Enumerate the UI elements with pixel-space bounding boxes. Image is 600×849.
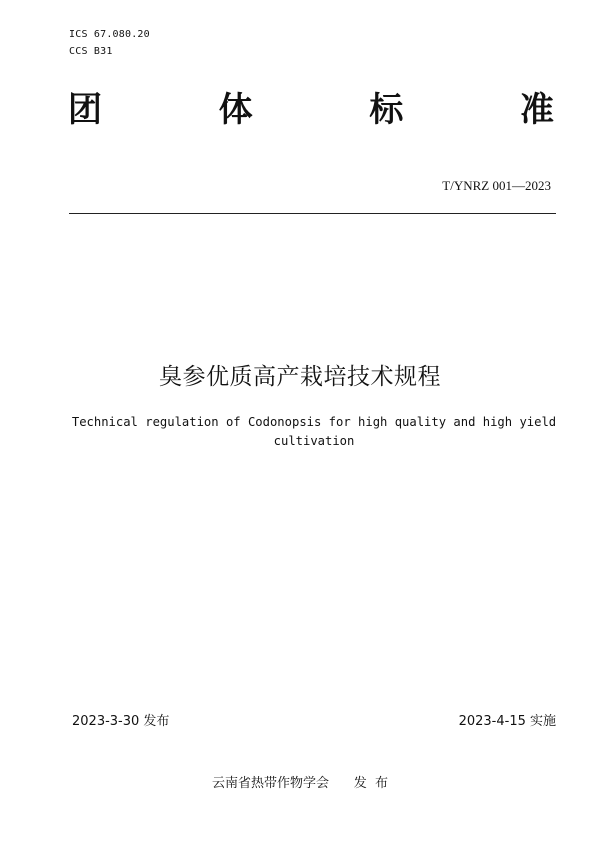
ics-code: ICS 67.080.20 [69, 29, 150, 40]
standard-number: T/YNRZ 001—2023 [442, 178, 551, 193]
standard-type-char: 准 [519, 90, 554, 130]
standard-type-char: 体 [218, 90, 253, 130]
implementation-date: 2023-4-15 实施 [458, 714, 556, 729]
standard-type-heading [68, 88, 554, 132]
standard-type-char: 标 [369, 90, 404, 130]
english-title: Technical regulation of Codonopsis for high quality and high yield cultivation [71, 415, 557, 448]
header-divider [69, 213, 556, 214]
ccs-code: CCS B31 [69, 46, 113, 57]
standard-type-char: 团 [68, 90, 102, 130]
chinese-title: 臭参优质高产栽培技术规程 [159, 364, 441, 390]
publisher: 云南省热带作物学会 发 布 [211, 776, 389, 791]
issue-date: 2023-3-30 发布 [72, 714, 170, 729]
